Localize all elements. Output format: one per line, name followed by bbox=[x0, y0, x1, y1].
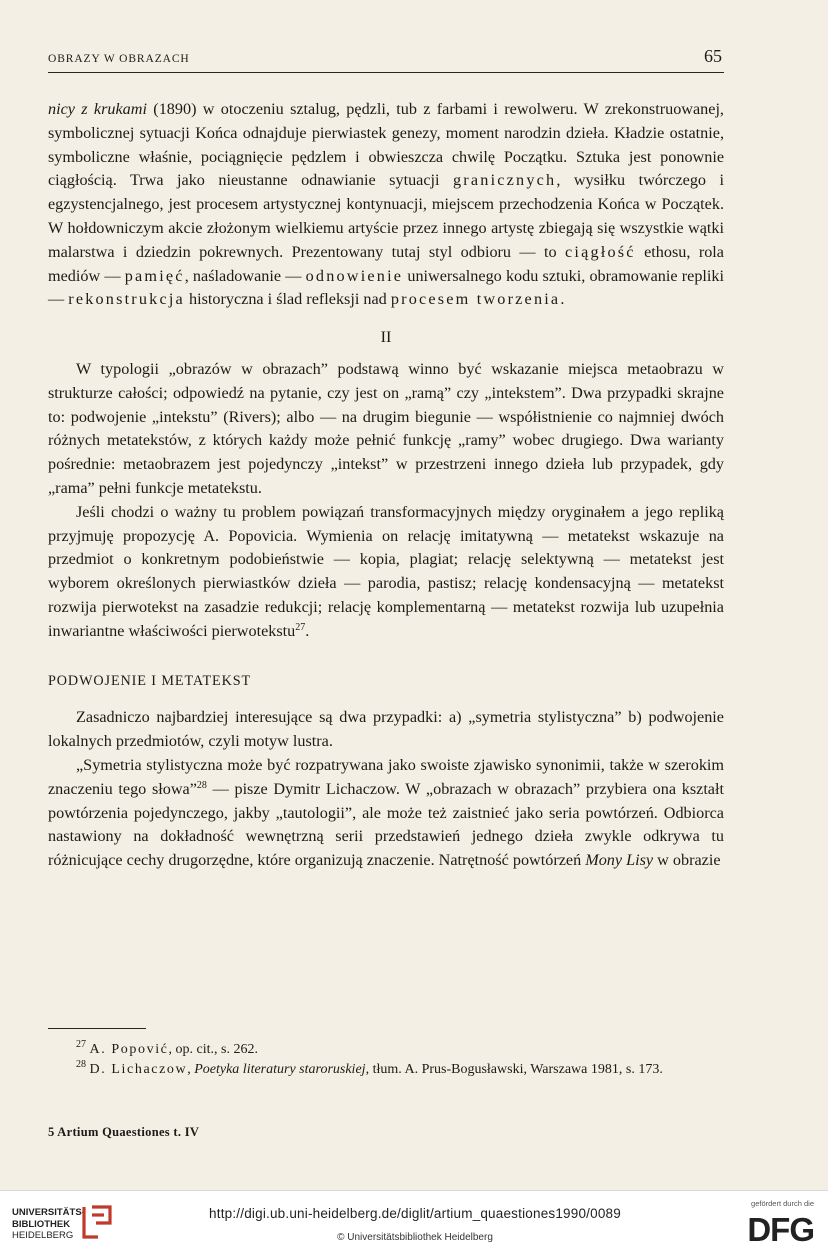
running-title: OBRAZY W OBRAZACH bbox=[48, 53, 190, 65]
digitization-footer bbox=[0, 1190, 828, 1257]
footnote-ref[interactable]: 28 bbox=[196, 779, 207, 791]
spaced-term: odnowienie bbox=[305, 266, 404, 285]
footnote-28: $^{28}$ D. Lichaczow, Poetyka literatury staroruskiej, tłum. A. Prus-Bogusławski, Warszawa 1981, s. 173. bbox=[76, 1059, 663, 1077]
footnote-author: A. Popović bbox=[89, 1042, 169, 1057]
funder-note: gefördert durch die bbox=[751, 1199, 814, 1208]
paragraph-3: Jeśli chodzi o ważny tu problem powiązań transformacyjnych między oryginałem a jego repliką przyjmuję propozycję A. Popovicia. Wymienia on relację imitatywną — metatekst wskazuje na przedmiot o konkretnym podobieństwie — kopia, plagiat; relację selektywną — metatekst jest wyborem określonych pierwiastków dzieła — parodia, pastisz; relację kondensacyjną — metatekst rozwija pierwotekst na zasadzie redukcji; relację komplementarną — metatekst rozwija lub uzupełnia inwariantne właściwości pierwotekstu$^{27}$. bbox=[48, 502, 724, 640]
footnotes bbox=[48, 1040, 724, 1080]
printer-signature: 5 Artium Quaestiones t. IV bbox=[48, 1125, 200, 1139]
spaced-term: granicznych bbox=[453, 171, 557, 190]
italic-title: Poetyka literatury staroruskiej bbox=[194, 1062, 366, 1077]
body-text bbox=[48, 98, 724, 873]
copyright-notice: © Universitätsbibliothek Heidelberg bbox=[337, 1232, 493, 1243]
section-numeral: II bbox=[380, 328, 392, 347]
library-name: UNIVERSITÄTS- BIBLIOTHEK HEIDELBERG bbox=[12, 1207, 85, 1241]
footnote-ref[interactable]: 27 bbox=[295, 621, 306, 633]
italic-title: nicy z krukami bbox=[48, 100, 147, 118]
footnote-divider bbox=[48, 1028, 146, 1029]
running-head bbox=[48, 46, 724, 73]
italic-title: Mony Lisy bbox=[585, 851, 654, 870]
spaced-term: ciągłość bbox=[565, 242, 636, 261]
footnote-author: D. Lichaczow bbox=[89, 1062, 188, 1077]
spaced-term: rekonstrukcja bbox=[68, 290, 185, 309]
paragraph-2: W typologii „obrazów w obrazach” podstawą winno być wskazanie miejsca metaobrazu w strukturze całości; odpowiedź na pytanie, czy jest on „ramą” czy „intekstem”. Dwa przypadki skrajne to: podwojenie „intekstu” (Rivers); albo — na drugim biegunie — współistnienie co najmniej dwóch różnych metatekstów, z których każdy może pełnić funkcję „ramy” wobec drugiego. Dwa warianty pośrednie: metaobrazem jest pojedynczy „intekst” w przestrzeni innego dzieła lub przypadek, gdy „rama” pełni funkcje metatekstu. bbox=[48, 359, 724, 497]
paragraph-5: „Symetria stylistyczna może być rozpatrywana jako swoiste zjawisko synonimii, także w szerokim znaczeniu tego słowa”$^{28}$ — pisze Dymitr Lichaczow. W „obrazach w obrazach” przybiera ona kształt powtórzenia pojedynczego, jakby „tautologii”, ale może też zaistnieć jako seria powtórzeń. Odbiorca nastawiony na dokładność wewnętrzną serii przedstawień jednego dzieła zwykle odkrywa tu różnicujące cechy drugorzędne, które organizują znaczenie. Natrętność powtórzeń Mony Lisy w obrazie bbox=[48, 755, 724, 870]
library-logo-icon bbox=[80, 1203, 114, 1241]
spaced-term: pamięć bbox=[124, 266, 185, 285]
dfg-logo: DFG bbox=[747, 1211, 814, 1248]
source-url-link[interactable]: http://digi.ub.uni-heidelberg.de/diglit/artium_quaestiones1990/0089 bbox=[209, 1206, 621, 1221]
page-number: 65 bbox=[704, 46, 722, 66]
paragraph-4: Zasadniczo najbardziej interesujące są dwa przypadki: a) „symetria stylistyczna” b) podwojenie lokalnych przedmiotów, czyli motyw lustra. bbox=[48, 708, 724, 751]
footnote-27: $^{27}$ A. Popović, op. cit., s. 262. bbox=[76, 1039, 258, 1057]
spaced-term: procesem tworzenia bbox=[390, 290, 561, 309]
section-heading: PODWOJENIE I METATEKST bbox=[48, 672, 252, 689]
paragraph-1: nicy z krukami (1890) w otoczeniu sztalug, pędzli, tub z farbami i rewolweru. W zrekonstruowanej, symbolicznej sytuacji Końca odnajduje pierwiastek genezy, moment narodzin dzieła. Kładzie ostatnie, symboliczne właśnie, pociągnięcie pędzlem i obwieszcza chwilę Początku. Sztuka jest ponownie ciągłością. Trwa jako nieustanne odnawianie sytuacji granicznych, wysiłku twórczego i egzystencjalnego, jest procesem artystycznej kontynuacji, miejscem przechodzenia Końca w Początek. W hołdowniczym akcie złożonym wielkiemu artyście przez innego artystę zbiegają się wszystkie wątki malarstwa i dziedzin pokrewnych. Prezentowany tutaj styl odbioru — to ciągłość ethosu, rola mediów — pamięć, naśladowanie — odnowienie uniwersalnego kodu sztuki, obramowanie repliki — rekonstrukcja historyczna i ślad refleksji nad procesem tworzenia. bbox=[48, 100, 724, 309]
